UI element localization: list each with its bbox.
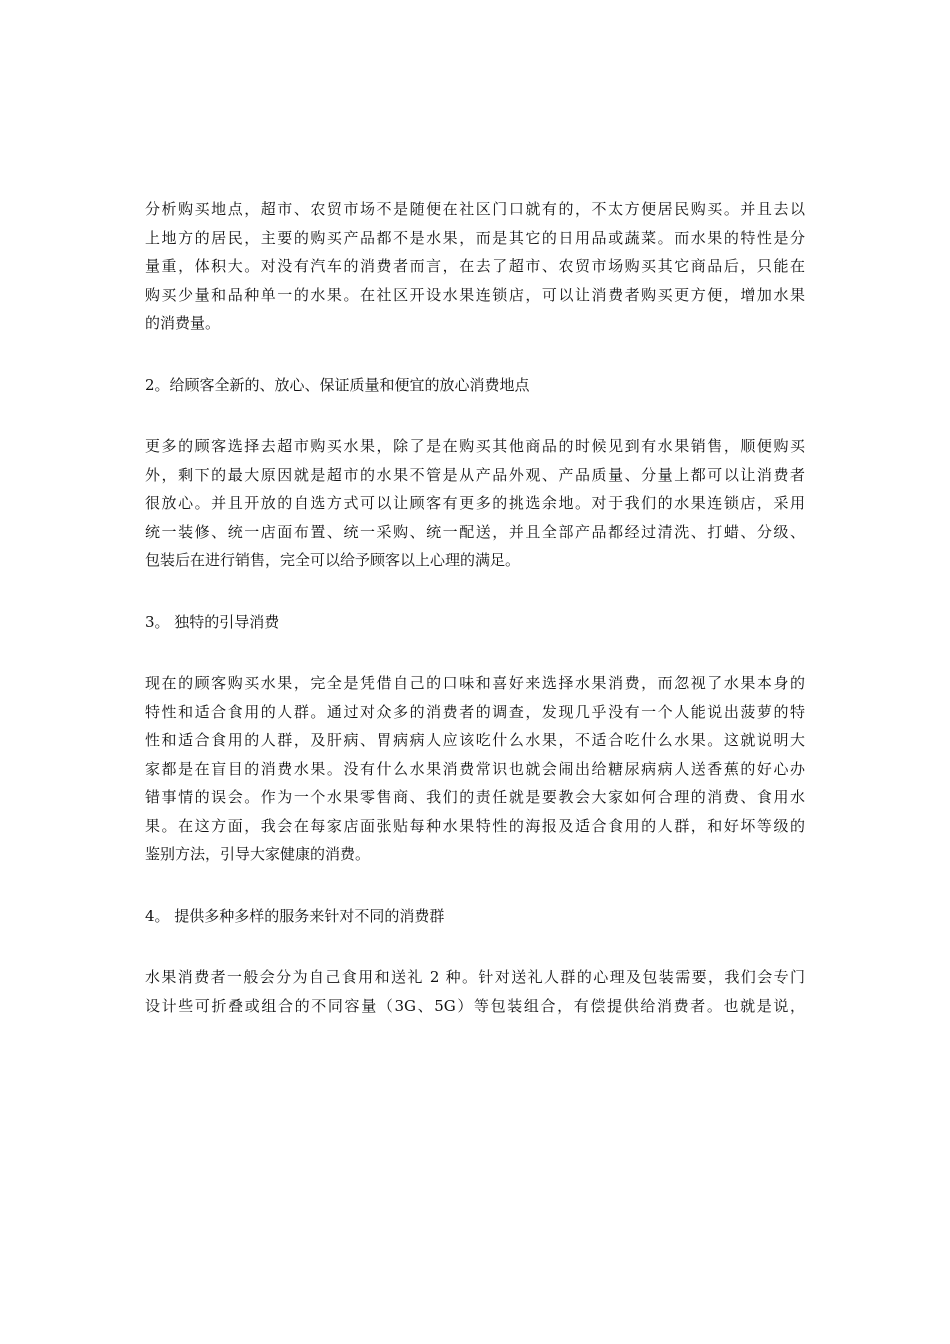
- document-page: [145, 195, 805, 1020]
- text-line: 包装后在进行销售，完全可以给予顾客以上心理的满足。: [145, 551, 521, 569]
- section-heading-3: 3。 独特的引导消费: [145, 612, 280, 631]
- text-line: 上地方的居民，主要的购买产品都不是水果，而是其它的日用品或蔬菜。而水果的特性是分: [145, 228, 805, 247]
- text-line: 统一装修、统一店面布置、统一采购、统一配送，并且全部产品都经过清洗、打蜡、分级、: [145, 522, 805, 541]
- text-line: 错事情的误会。作为一个水果零售商、我们的责任就是要教会大家如何合理的消费、食用水: [145, 788, 805, 806]
- text-line: 购买少量和品种单一的水果。在社区开设水果连锁店，可以让消费者购买更方便，增加水果: [145, 285, 805, 304]
- text-line: 的消费量。: [145, 314, 221, 332]
- text-line: 现在的顾客购买水果，完全是凭借自己的口味和喜好来选择水果消费，而忽视了水果本身的: [145, 674, 805, 692]
- text-line: 果。在这方面，我会在每家店面张贴每种水果特性的海报及适合食用的人群，和好坏等级的: [145, 816, 805, 835]
- text-line: 水果消费者一般会分为自己食用和送礼 2 种。针对送礼人群的心理及包装需要，我们会专门: [145, 968, 805, 986]
- section-heading-2: 2。给顾客全新的、放心、保证质量和便宜的放心消费地点: [145, 375, 530, 394]
- text-line: 设计些可折叠或组合的不同容量（3G、5G）等包装组合，有偿提供给消费者。也就是说，: [145, 996, 805, 1015]
- text-line: 更多的顾客选择去超市购买水果，除了是在购买其他商品的时候见到有水果销售，顺便购买: [145, 437, 805, 455]
- text-line: 分析购买地点，超市、农贸市场不是随便在社区门口就有的，不太方便居民购买。并且去以: [145, 200, 805, 218]
- paragraph-purchase-location: [145, 195, 805, 338]
- text-line: 量重，体积大。对没有汽车的消费者而言，在去了超市、农贸市场购买其它商品后，只能在: [145, 257, 805, 275]
- text-line: 性和适合食用的人群，及肝病、胃病病人应该吃什么水果，不适合吃什么水果。这就说明大: [145, 731, 805, 749]
- text-line: 外，剩下的最大原因就是超市的水果不管是从产品外观、产品质量、分量上都可以让消费者: [145, 465, 805, 484]
- text-line: 家都是在盲目的消费水果。没有什么水果消费常识也就会闹出给糖尿病病人送香蕉的好心办: [145, 759, 805, 778]
- paragraph-diverse-services: [145, 963, 805, 1020]
- text-line: 特性和适合食用的人群。通过对众多的消费者的调查，发现几乎没有一个人能说出菠萝的特: [145, 702, 805, 721]
- paragraph-quality-assurance: [145, 432, 805, 575]
- text-line: 鉴别方法，引导大家健康的消费。: [145, 845, 371, 863]
- section-heading-4: 4。 提供多种多样的服务来针对不同的消费群: [145, 906, 445, 925]
- text-line: 很放心。并且开放的自选方式可以让顾客有更多的挑选余地。对于我们的水果连锁店，采用: [145, 494, 805, 512]
- paragraph-guided-consumption: [145, 669, 805, 869]
